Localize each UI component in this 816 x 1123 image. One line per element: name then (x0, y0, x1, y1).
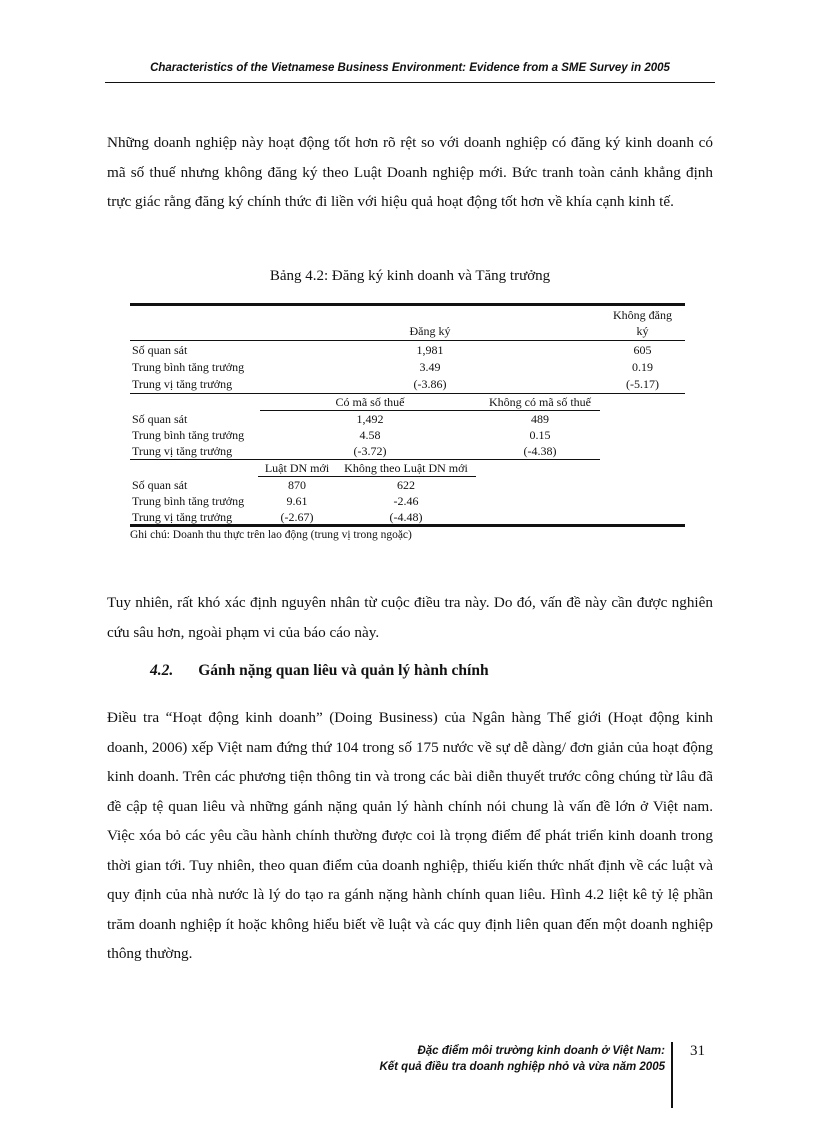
table-cell: 1,981 (416, 343, 444, 357)
table-header-row (130, 394, 685, 410)
after-table-paragraph: Tuy nhiên, rất khó xác định nguyên nhân từ cuộc điều tra này. Do đó, vấn đề này cần được nghiên cứu sâu hơn, ngoài phạm vi của báo cáo này. (107, 594, 713, 641)
table-cell: 1,492 (356, 412, 384, 426)
footer-line-2: Kết quả điều tra doanh nghiệp nhỏ và vừa năm 2005 (379, 1061, 665, 1073)
table-cell: 0.15 (529, 428, 551, 442)
table-cell: (-4.38) (523, 444, 557, 458)
col-header-without-tax: Không có mã số thuế (489, 395, 591, 409)
table-top-rule (130, 303, 685, 306)
row-label: Số quan sát (132, 343, 188, 357)
row-label: Số quan sát (132, 478, 188, 492)
col-header-with-tax: Có mã số thuế (335, 395, 405, 409)
running-header: Characteristics of the Vietnamese Business Environment: Evidence from a SME Survey in 2005 (150, 62, 670, 74)
table-cell: (-3.86) (413, 377, 447, 391)
table-row (130, 477, 685, 493)
table-cell: 3.49 (419, 360, 441, 374)
header-divider (105, 82, 715, 83)
table-note: Ghi chú: Doanh thu thực trên lao động (trung vị trong ngoặc) (130, 529, 412, 541)
table-row (130, 509, 685, 525)
col-header-registered: Đăng ký (409, 324, 451, 338)
footer-divider (671, 1042, 673, 1108)
section-heading (150, 662, 489, 680)
table-row (130, 493, 685, 509)
row-label: Trung bình tăng trưởng (132, 428, 245, 442)
page-number: 31 (690, 1043, 705, 1059)
row-label: Trung bình tăng trưởng (132, 360, 245, 374)
intro-paragraph: Những doanh nghiệp này hoạt động tốt hơn rõ rệt so với doanh nghiệp có đăng ký kinh doanh có mã số thuế nhưng không đăng ký theo Luật Doanh nghiệp mới. Bức tranh toàn cảnh khẳng định trực giác rằng đăng ký chính thức đi liền với hiệu quả hoạt động tốt hơn về khía cạnh kinh tế. (107, 134, 713, 210)
section-number: 4.2. (150, 662, 174, 679)
row-label: Trung bình tăng trưởng (132, 494, 245, 508)
table-cell: (-2.67) (280, 510, 314, 524)
table-cell: 605 (633, 343, 652, 357)
table-bottom-rule (130, 524, 685, 527)
table-row (130, 376, 685, 392)
col-header-unregistered-line1: Không đăng (613, 308, 672, 322)
table-row (130, 359, 685, 375)
table-cell: (-3.72) (353, 444, 387, 458)
table-row (130, 443, 685, 459)
table-row (130, 427, 685, 443)
table-cell: 870 (288, 478, 306, 492)
col-header-unregistered-line2: ký (636, 324, 649, 338)
table-rule (130, 340, 685, 341)
table-row (130, 342, 685, 358)
col-header-new-law: Luật DN mới (264, 461, 330, 475)
table-cell: 4.58 (359, 428, 381, 442)
row-label: Trung vị tăng trưởng (132, 377, 233, 391)
table-header-row (130, 307, 685, 323)
footer-line-1: Đặc điểm môi trường kinh doanh ở Việt Nam: (417, 1045, 665, 1057)
table-cell: 489 (531, 412, 549, 426)
running-footer (300, 1043, 665, 1075)
table-cell: -2.46 (393, 494, 419, 508)
section-title: Gánh nặng quan liêu và quản lý hành chính (198, 662, 489, 679)
table-cell: (-5.17) (626, 377, 659, 391)
table-cell: 622 (397, 478, 415, 492)
table-cell: 9.61 (286, 494, 308, 508)
col-header-not-new-law: Không theo Luật DN mới (344, 461, 468, 475)
table-header-row (130, 323, 685, 339)
section-body-paragraph: Điều tra “Hoạt động kinh doanh” (Doing Business) của Ngân hàng Thế giới (Hoạt động kinh doanh, 2006) xếp Việt nam đứng thứ 104 trong số 175 nước về sự dễ dàng/ đơn giản của hoạt động kinh doanh. Trên các phương tiện thông tin và trong các bài diễn thuyết trước công chúng từ lâu đã đề cập tệ quan liêu và những gánh nặng quản lý hành chính nói chung là vấn đề lớn ở Việt nam. Việc xóa bỏ các yêu cầu hành chính thường được coi là trọng điểm để phát triển kinh doanh trong thời gian tới. Tuy nhiên, theo quan điểm của doanh nghiệp, thiếu kiến thức nhất định về các luật và quy định của nhà nước là lý do tạo ra gánh nặng hành chính quan liêu. Hình 4.2 liệt kê tỷ lệ phần trăm doanh nghiệp ít hoặc không hiểu biết về luật và các quy định liên quan đến một doanh nghiệp thông thường. (107, 709, 713, 962)
table-caption: Bảng 4.2: Đăng ký kinh doanh và Tăng trưởng (269, 268, 551, 284)
table-cell: (-4.48) (389, 510, 423, 524)
row-label: Trung vị tăng trưởng (132, 510, 233, 524)
row-label: Số quan sát (132, 412, 188, 426)
table-row (130, 411, 685, 427)
table-header-row (130, 460, 685, 476)
row-label: Trung vị tăng trưởng (132, 444, 233, 458)
table-cell: 0.19 (632, 360, 653, 374)
